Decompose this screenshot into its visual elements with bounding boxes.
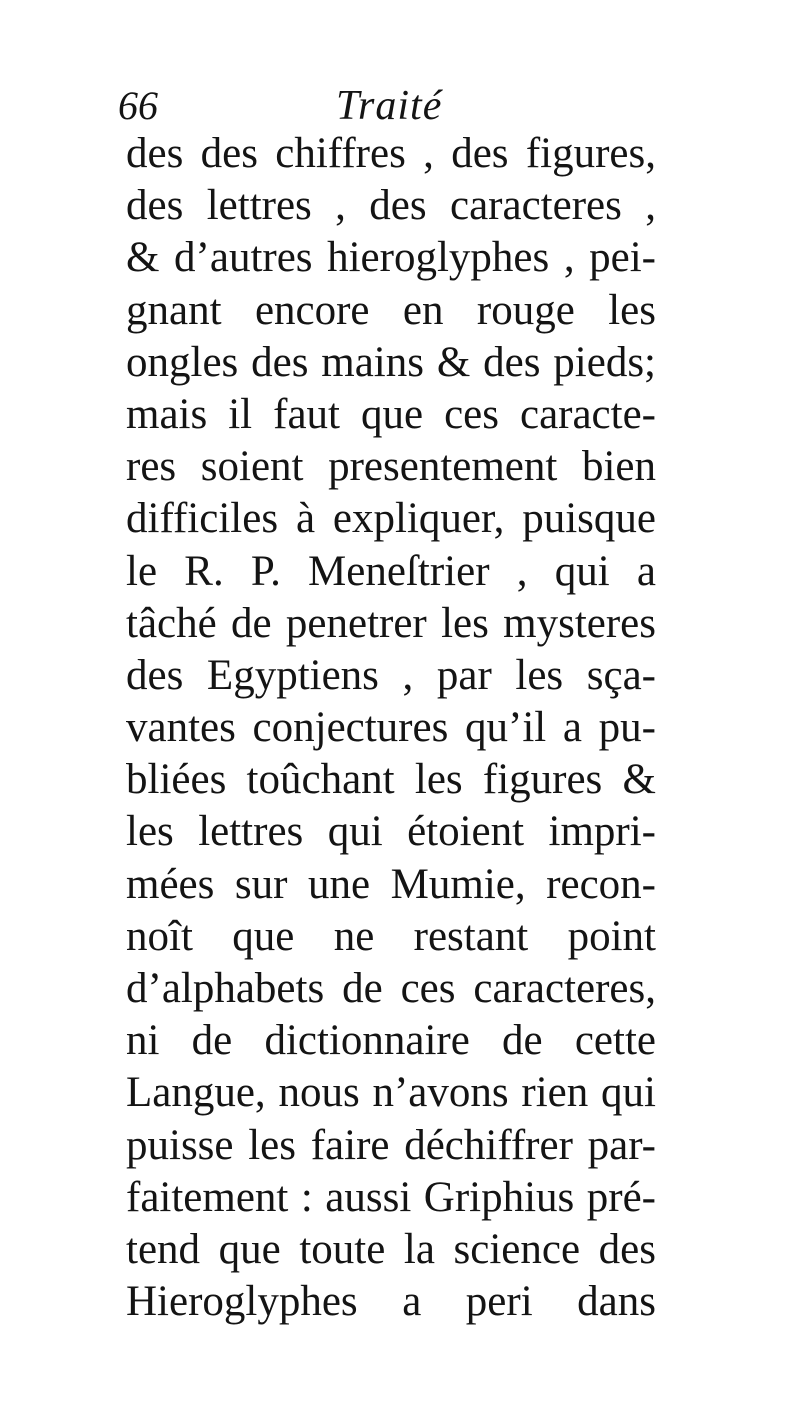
text-line-10: tâché de penetrer les mysteres (126, 599, 656, 647)
text-line-18: ni de dictionnaire de cette (126, 1017, 656, 1065)
text-line-4: gnant encore en rouge les (126, 286, 656, 334)
text-line-2: des lettres , des caracteres , (126, 182, 656, 230)
text-line-16: noît que ne restant point (126, 912, 656, 960)
text-line-3: & d’autres hieroglyphes , pei- (126, 234, 656, 282)
text-line-20: puisse les faire déchiffrer par- (126, 1121, 656, 1169)
text-line-1: des des chiffres , des figures, (126, 130, 656, 177)
text-line-6: mais il faut que ces caracte- (126, 390, 656, 438)
text-line-23: Hieroglyphes a peri dans (126, 1278, 656, 1326)
running-title: Traité (336, 83, 443, 129)
text-line-15: mées sur une Mumie, recon- (126, 860, 656, 908)
text-line-9: le R. P. Meneſtrier , qui a (126, 547, 656, 595)
text-line-22: tend que toute la science des (126, 1225, 656, 1273)
text-line-11: des Egyptiens , par les sça- (126, 651, 656, 699)
text-line-14: les lettres qui étoient impri- (126, 808, 656, 856)
text-line-8: difficiles à expliquer, puisque (126, 495, 656, 543)
text-line-19: Langue, nous n’avons rien qui (126, 1069, 656, 1117)
text-line-7: res soient presentement bien (126, 443, 656, 491)
text-line-17: d’alphabets de ces caracteres, (126, 965, 656, 1012)
running-head (118, 78, 678, 134)
body-text (126, 128, 656, 1328)
text-line-13: bliées toûchant les figures & (126, 756, 656, 804)
text-line-21: faitement : aussi Griphius pré- (126, 1173, 656, 1221)
page-number: 66 (118, 83, 158, 128)
text-line-12: vantes conjectures qu’il a pu- (126, 704, 656, 752)
text-line-5: ongles des mains & des pieds; (126, 338, 656, 386)
